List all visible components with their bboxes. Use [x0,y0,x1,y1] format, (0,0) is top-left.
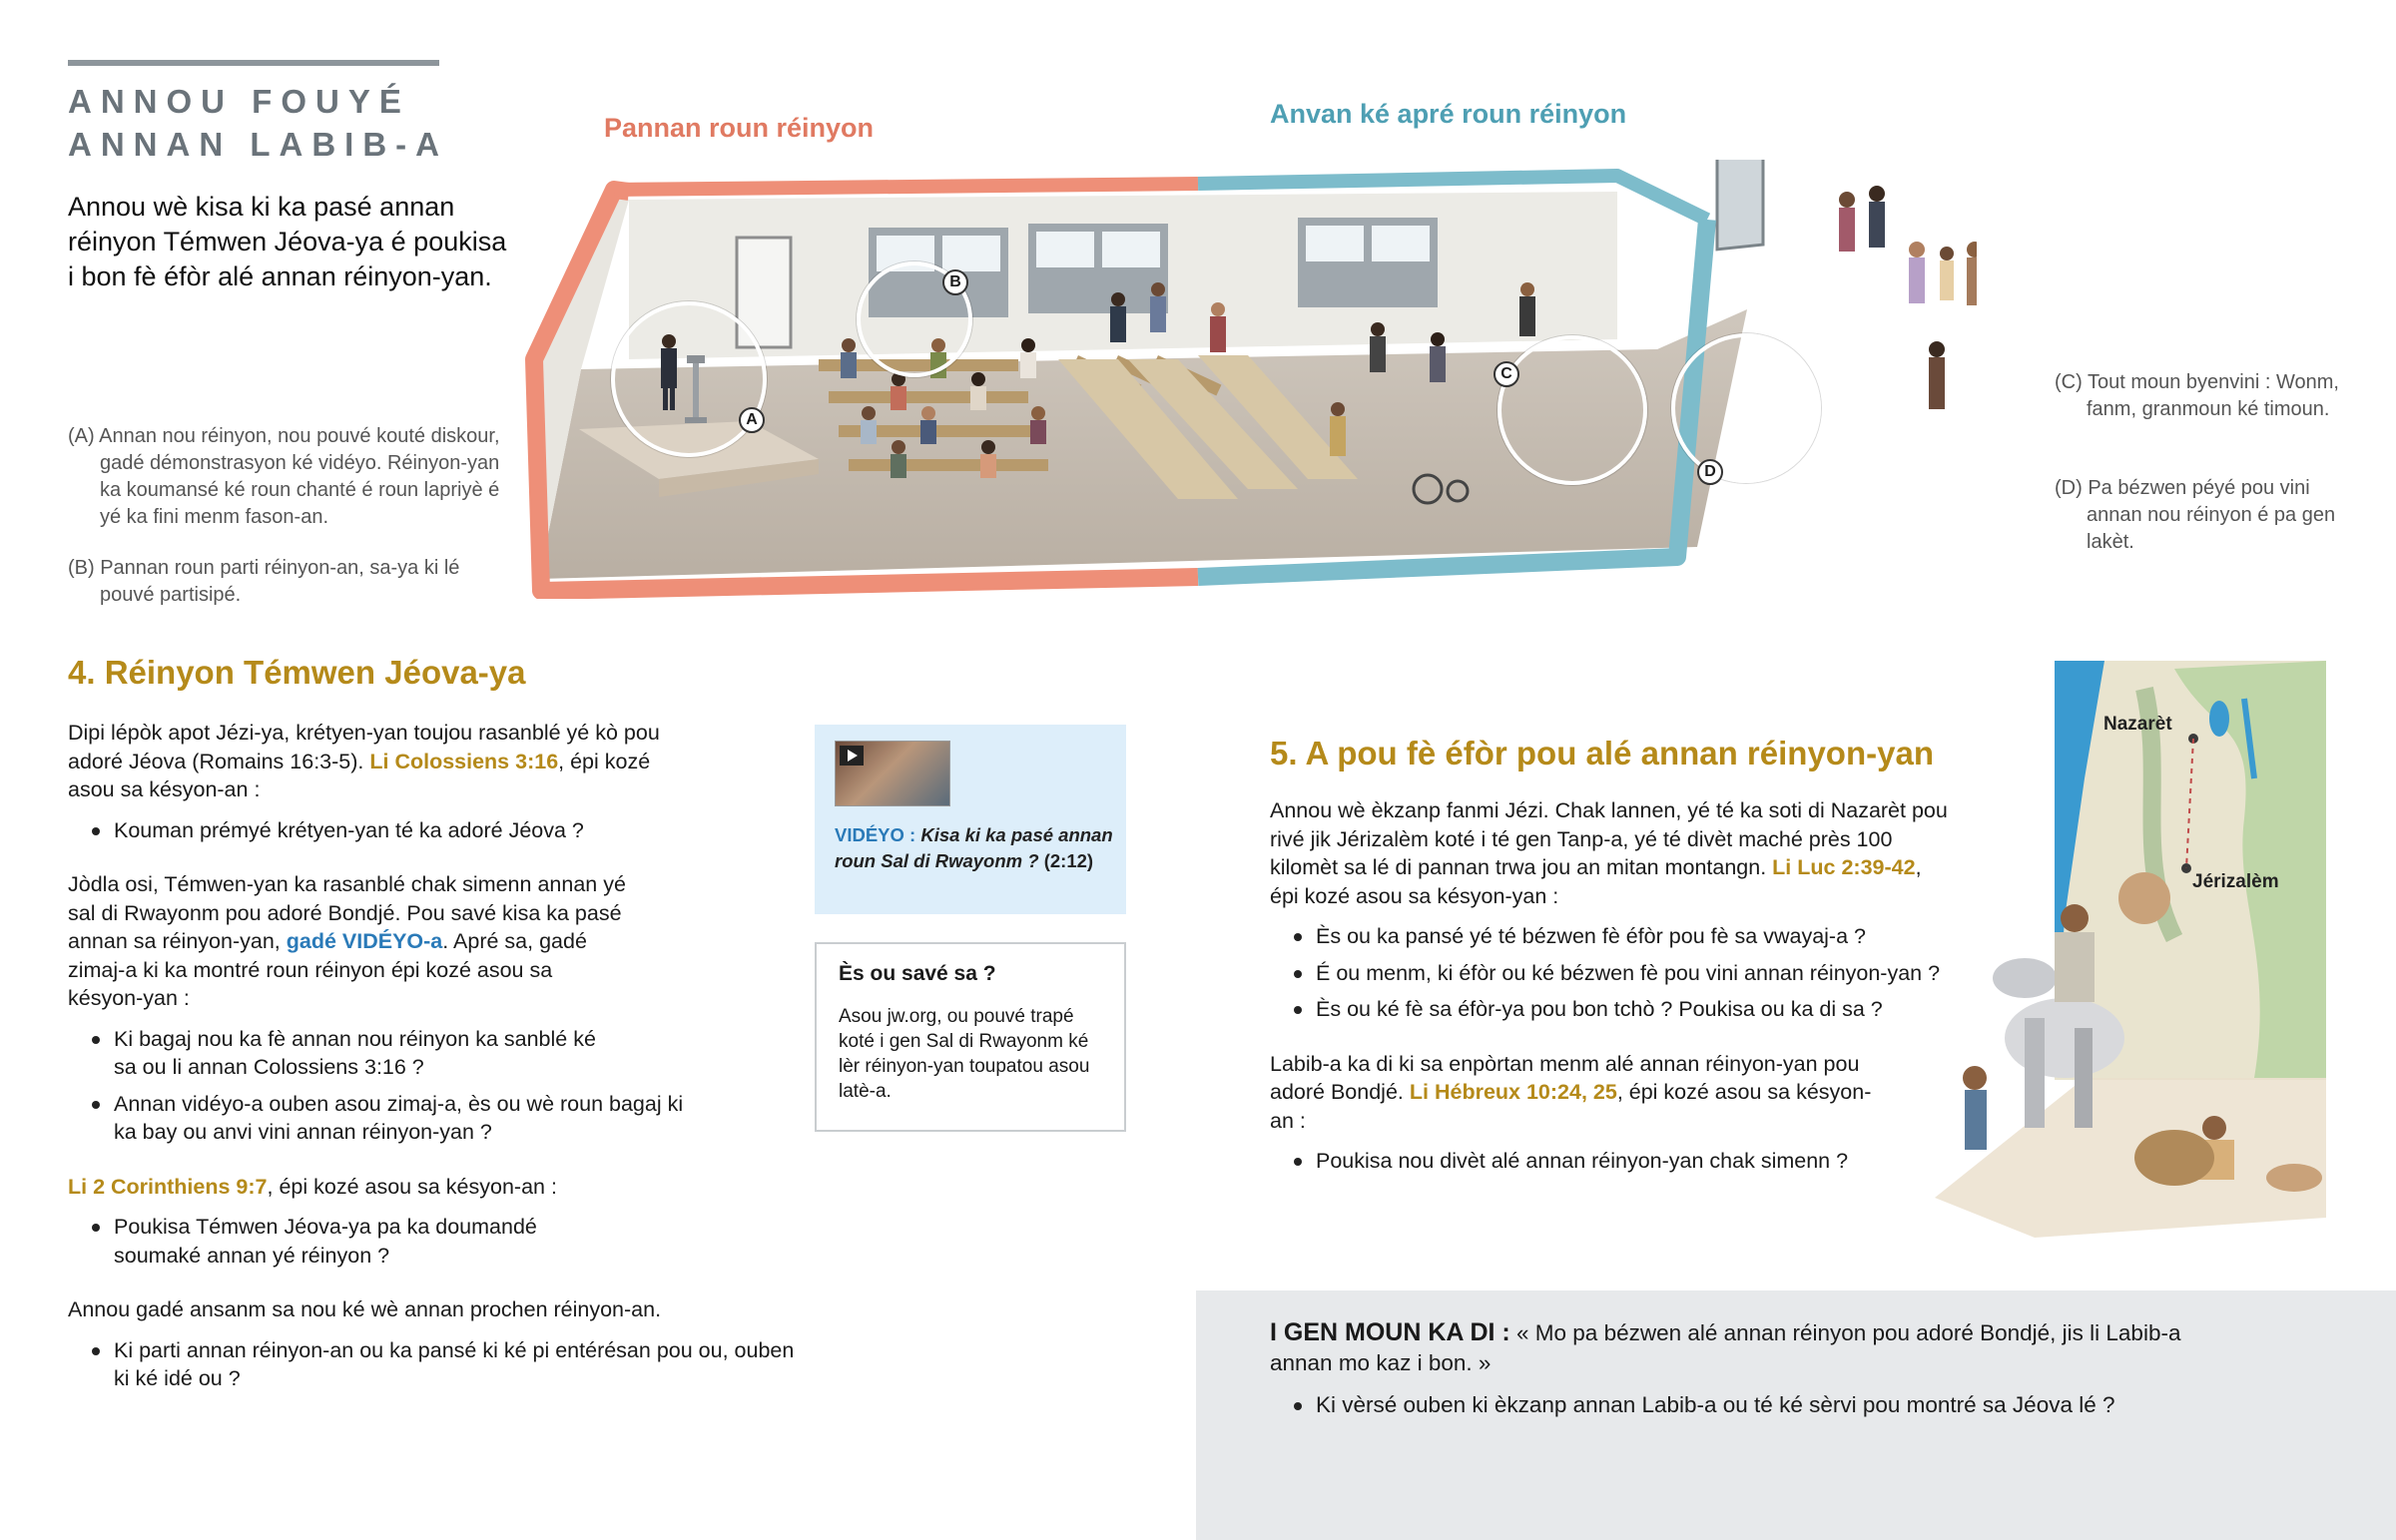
highlight-circle-a [611,301,767,457]
question-item: Poukisa Témwen Jéova-ya pa ka doumandé soumaké annan yé réinyon ? [68,1213,687,1270]
question-item: Ki parti annan réinyon-an ou ka pansé ki ké pi entérésan pou ou, ouben ki ké idé ou ? [68,1336,807,1393]
kicker-line-1: ANNOU FOUYÉ [68,83,410,120]
section-4-para-1: Dipi lépòk apot Jézi-ya, krétyen-yan toujou rasanblé yé kò pou adoré Jéova (Romains 16:3-5). Li Colossiens 3:16, épi kozé asou sa késyon-an : [68,721,660,801]
caption-c: (C) Tout moun byenvini : Wonm, fanm, granmoun ké timoun. [2055,371,2339,420]
question-item: É ou menm, ki éfòr ou ké bézwen fè pou vini annan réinyon-yan ? [1270,959,2009,988]
lead-paragraph: Annou wè kisa ki ka pasé annan réinyon Témwen Jéova-ya é poukisa i bon fè éfòr alé annan réinyon-yan. [68,192,507,291]
highlight-circle-c [1498,335,1647,485]
scripture-link-corinthians[interactable]: Li 2 Corinthiens 9:7 [68,1174,268,1199]
section-5-para-1: Annou wè èkzanp fanmi Jézi. Chak lannen, yé té ka soti di Nazarèt pou rivé jik Jérizalèm koté i té gen Tanp-a, yé té divèt maché près 100 kilomèt sa lé di pannan trwa jou an mitan montangn. Li Luc 2:39-42, épi kozé asou sa késyon-yan : [1270,798,1948,908]
caption-d: (D) Pa bézwen péyé pou vini annan nou réinyon é pa gen lakèt. [2055,477,2336,553]
section-4-para-4: Annou gadé ansanm sa nou ké wè annan prochen réinyon-an. [68,1297,662,1321]
video-caption [835,822,1118,874]
video-duration: (2:12) [1043,850,1094,871]
section-5-para-2: Labib-a ka di ki sa enpòrtan menm alé annan réinyon-yan pou adoré Bondjé. Li Hébreux 10:24, 25, épi kozé asou sa késyon-an : [1270,1051,1872,1133]
label-before-after-meeting: Anvan ké apré roun réinyon [1270,99,1627,129]
map-label-jerusalem: Jérizalèm [2192,871,2279,892]
caption-b: (B) Pannan roun parti réinyon-an, sa-ya ki lé pouvé partisipé. [68,557,460,606]
section-4-para-2: Jòdla osi, Témwen-yan ka rasanblé chak simenn annan yé sal di Rwayonm pou adoré Bondjé. Pou savé kisa ka pasé annan sa réinyon-yan, gadé VIDÉYO-a. Apré sa, gadé zimaj-a ki ka montré roun réinyon épi kozé asou sa késyon-yan : [68,872,626,1010]
play-icon[interactable] [840,746,864,766]
section-4-title: 4. Réinyon Témwen Jéova-ya [68,654,526,691]
scripture-link-luke[interactable]: Li Luc 2:39-42 [1772,855,1916,879]
did-you-know-title: Ès ou savé sa ? [839,962,996,985]
question-item: Annan vidéyo-a ouben asou zimaj-a, ès ou wè roun bagaj ki ka bay ou anvi vini annan réinyon-yan ? [68,1090,727,1147]
question-item: Ès ou ka pansé yé té bézwen fè éfòr pou fè sa vwayaj-a ? [1270,922,2009,951]
header-rule [68,60,439,66]
caption-a: (A) Annan nou réinyon, nou pouvé kouté diskour, gadé démonstrasyon ké vidéyo. Réinyon-yan ka koumansé ké roun chanté é roun lapriyè é yé ka fini menm fason-an. [68,425,500,528]
question-list-1 [68,816,687,845]
section-4-body [68,719,795,1393]
page-kicker [68,80,448,166]
section-5-body [1270,796,1989,1176]
question-item: Kouman prémyé krétyen-yan té ka adoré Jéova ? [68,816,687,845]
map-label-nazareth: Nazarèt [2103,714,2172,735]
question-list-4 [68,1336,807,1393]
question-list-3 [68,1213,687,1270]
did-you-know-body: Asou jw.org, ou pouvé trapé koté i gen Sal di Rwayonm ké lèr réinyon-yan toupatou asou latè-a. [839,1006,1090,1102]
section-4-para-3: Li 2 Corinthiens 9:7, épi kozé asou sa késyon-an : [68,1174,557,1199]
marker-b: B [942,269,968,295]
video-box[interactable] [815,725,1126,914]
journey-map-illustration [1915,659,2334,1238]
video-thumbnail[interactable] [835,741,950,806]
highlight-circle-d [1671,333,1821,483]
kicker-line-2: ANNAN LABIB-A [68,126,448,163]
question-list-5 [1270,922,2009,1024]
objection-question-list [1270,1391,2328,1420]
question-item: Ki vèrsé ouben ki èkzanp annan Labib-a ou té ké sèrvi pou montré sa Jéova lé ? [1270,1391,2328,1420]
video-label: VIDÉYO : [835,824,916,845]
objection-quote [1270,1317,2188,1378]
video-link[interactable]: gadé VIDÉYO-a [286,929,443,953]
question-item: Ès ou ké fè sa éfòr-ya pou bon tchò ? Poukisa ou ka di sa ? [1270,995,2009,1024]
marker-c: C [1494,361,1519,387]
question-list-2 [68,1025,727,1147]
question-item: Poukisa nou divèt alé annan réinyon-yan chak simenn ? [1270,1147,1989,1176]
scripture-link-colossians[interactable]: Li Colossiens 3:16 [369,749,559,773]
label-during-meeting: Pannan roun réinyon [604,113,875,143]
marker-d: D [1697,459,1723,485]
scripture-link-hebrews[interactable]: Li Hébreux 10:24, 25 [1409,1080,1617,1104]
objection-lead: I GEN MOUN KA DI : [1270,1318,1510,1346]
did-you-know-box [815,942,1126,1132]
question-item: Ki bagaj nou ka fè annan nou réinyon ka sanblé ké sa ou li annan Colossiens 3:16 ? [68,1025,727,1082]
question-list-6 [1270,1147,1989,1176]
section-5-title: 5. A pou fè éfòr pou alé annan réinyon-yan [1270,735,1934,771]
video-title[interactable]: Kisa ki ka pasé annan roun Sal di Rwayonm ? [835,824,1113,871]
marker-a: A [739,407,765,433]
objection-text: « Mo pa bézwen alé annan réinyon pou adoré Bondjé, jis li Labib-a annan mo kaz i bon. » [1270,1320,2181,1375]
